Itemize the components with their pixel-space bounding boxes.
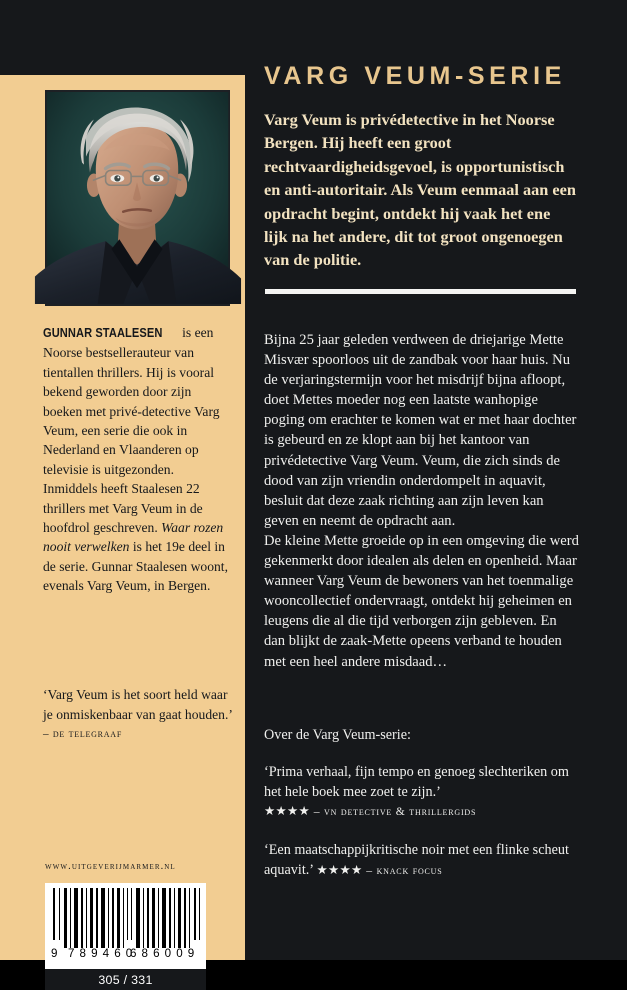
press-quote-source: – de telegraaf	[43, 728, 123, 741]
barcode	[45, 883, 206, 969]
blurb-paragraph-2: De kleine Mette groeide op in een omgeving die werd gekenmerkt door idealen als delen en openheid. Maar wanneer Varg Veum de bewoners van het toenmalige wooncollectief ondervraagt, ontdekt hij geheimen en leugens die al die tijd verborgen zijn gebleven. En dan blijkt de zaak-Mette opeens verband te houden met een heel andere misdaad…	[264, 532, 579, 670]
review-2-source: – knack focus	[366, 863, 443, 877]
series-intro-text: Varg Veum is privédetective in het Noorse Bergen. Hij heeft een groot rechtvaardigheidsgevoel, is opportunistisch en anti-autoritair. Als Veum eenmaal aan een opdracht begint, ontdekt hij vaak het ene lijk na het andere, dit tot groot ongenoegen van de politie.	[264, 110, 576, 270]
price-sticker: 305 / 331	[45, 969, 206, 990]
blurb-paragraph-1: Bijna 25 jaar geleden verdween de driejarige Mette Misvær spoorloos uit de zandbak voor haar huis. Nu de verjaringstermijn voor het misdrijf bijna afloopt, doet Mettes moeder nog een laatste wanhopige poging om erachter te komen wat er met haar dochter is gebeurd en ze klopt aan bij het kantoor van privédetective Varg Veum. Veum, die zich sinds de dood van zijn vriendin onderdompelt in aquavit, besluit dat deze zaak richting aan zijn leven kan geven en neemt de opdracht aan.	[264, 332, 577, 529]
book-title-italic: Waar rozen nooit verwelken	[43, 520, 224, 555]
author-bio	[43, 323, 229, 596]
review-1-source: – vn detective & thrillergids	[313, 805, 477, 819]
left-tan-panel	[0, 75, 245, 987]
author-portrait-image	[47, 92, 228, 304]
rating-stars-icon: ★★★★	[316, 862, 363, 877]
review-1-text: ‘Prima verhaal, fijn tempo en genoeg slechteriken om het hele boek mee zoet te zijn.’	[264, 764, 569, 800]
barcode-digits	[51, 947, 200, 961]
review-2-text: ‘Een maatschappijkritische noir met een flinke scheut aquavit.’	[264, 842, 569, 878]
barcode-group-2: 686009	[130, 947, 200, 960]
press-quote-telegraaf	[43, 685, 235, 745]
barcode-group-1: 789460	[68, 947, 138, 960]
press-quote-text: ‘Varg Veum is het soort held waar je onmiskenbaar van gaat houden.’	[43, 687, 233, 722]
series-title: VARG VEUM-SERIE	[264, 62, 566, 90]
right-content-column	[264, 0, 586, 960]
review-2	[264, 841, 584, 880]
review-2-meta	[317, 864, 443, 877]
author-name: GUNNAR STAALESEN	[43, 326, 163, 340]
book-blurb	[264, 330, 580, 672]
author-bio-text-part2: is het 19e deel in de serie. Gunnar Staalesen woont, evenals Varg Veum, in Bergen.	[43, 539, 228, 594]
barcode-lead-digit: 9	[51, 947, 58, 960]
publisher-website[interactable]: www.uitgeverijmarmer.nl	[45, 861, 176, 872]
review-1-meta	[264, 805, 476, 818]
author-bio-text-part1: is een Noorse bestsellerauteur van tientallen thrillers. Hij is vooral bekend geworden door zijn boeken met privé-detective Varg Veum, een serie die ook in Nederland en Vlaanderen op televisie is uitgezonden. Inmiddels heeft Staalesen 22 thrillers met Varg Veum in de hoofdrol geschreven.	[43, 325, 220, 536]
horizontal-divider	[265, 289, 576, 294]
over-serie-label: Over de Varg Veum-serie:	[264, 727, 411, 743]
barcode-bars	[51, 888, 200, 948]
rating-stars-icon: ★★★★	[264, 804, 311, 819]
review-1	[264, 763, 584, 822]
author-portrait	[45, 90, 230, 306]
